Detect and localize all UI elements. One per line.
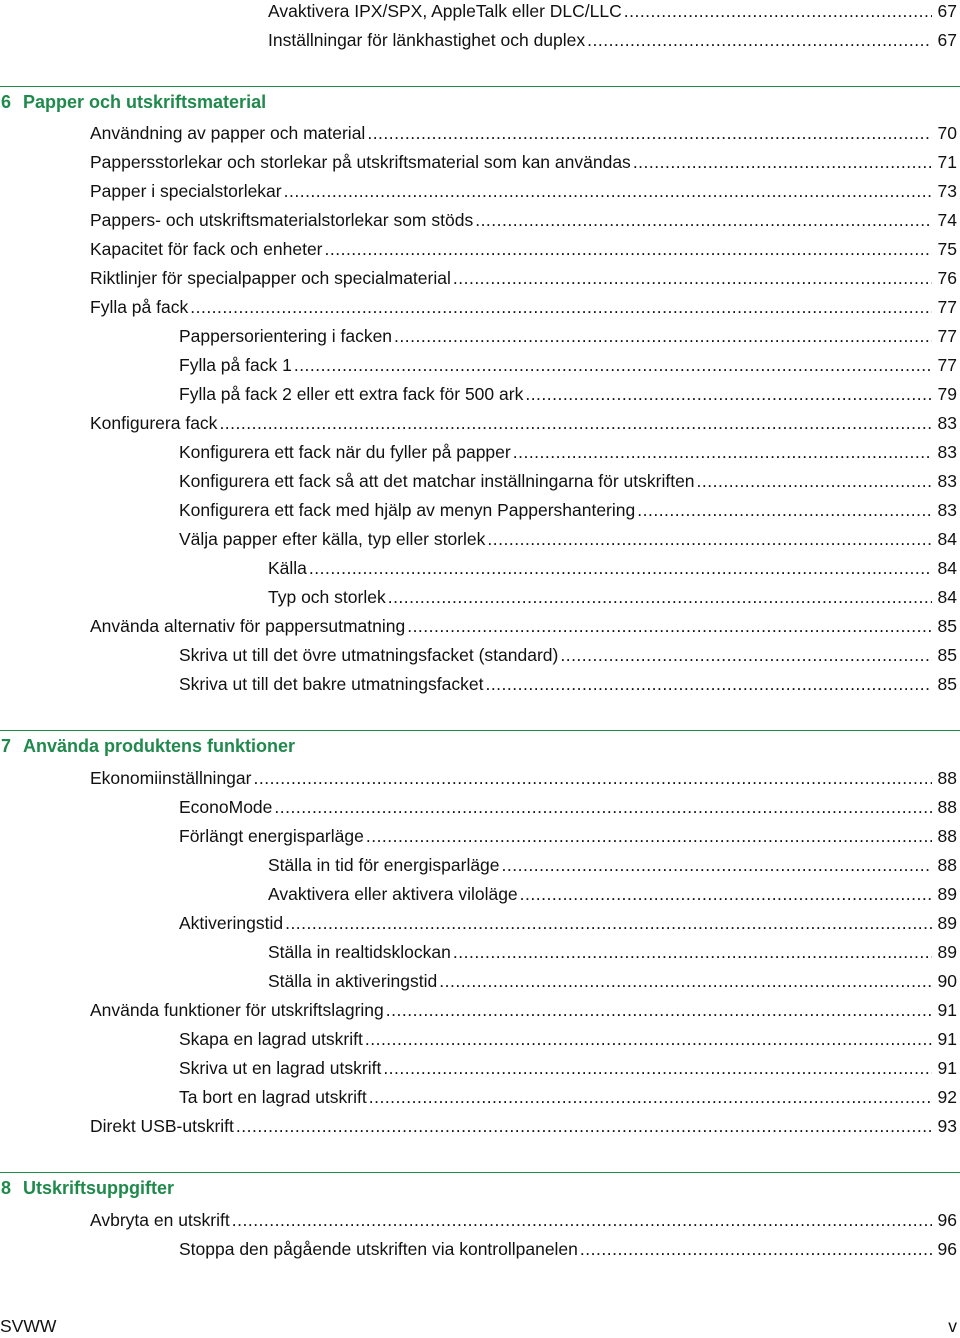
toc-entry-title: Skapa en lagrad utskrift (179, 1029, 363, 1049)
toc-entry[interactable] (90, 766, 957, 790)
toc-entry-page: 83 (932, 440, 957, 464)
toc-entry-title: Fylla på fack 1 (179, 355, 292, 375)
toc-entry-page: 88 (932, 795, 957, 819)
toc-entry[interactable] (179, 440, 957, 464)
dot-leader (407, 614, 931, 638)
toc-entry-page: 91 (932, 1027, 957, 1051)
dot-leader (513, 440, 932, 464)
toc-entry-title: Pappersorientering i facken (179, 326, 393, 346)
toc-entry[interactable] (90, 411, 957, 435)
toc-entry-page: 83 (932, 469, 957, 493)
chapter-title: Utskriftsuppgifter (23, 1178, 175, 1198)
dot-leader (525, 382, 931, 406)
toc-entry-title: EconoMode (179, 797, 273, 817)
toc-entry-page: 70 (932, 121, 957, 145)
toc-entry-page: 74 (932, 208, 957, 232)
dot-leader (394, 324, 931, 348)
dot-leader (487, 527, 931, 551)
toc-entry-title: Användning av papper och material (90, 123, 366, 143)
toc-entry-page: 77 (932, 353, 957, 377)
toc-entry-title: Avbryta en utskrift (90, 1210, 230, 1230)
toc-entry-page: 96 (932, 1208, 957, 1232)
page-footer (0, 1314, 960, 1338)
toc-entry[interactable] (90, 1114, 957, 1138)
toc-entry-page: 91 (932, 1056, 957, 1080)
toc-entry[interactable] (90, 295, 957, 319)
dot-leader (560, 643, 931, 667)
toc-entry-page: 76 (932, 266, 957, 290)
dot-leader (274, 795, 931, 819)
toc-entry[interactable] (268, 940, 957, 964)
dot-leader (285, 911, 931, 935)
toc-entry[interactable] (90, 1208, 957, 1232)
toc-entry-page: 88 (932, 853, 957, 877)
toc-entry-page: 71 (932, 150, 957, 174)
toc-entry[interactable] (90, 208, 957, 232)
chapter-title: Papper och utskriftsmaterial (23, 92, 267, 112)
toc-entry-title: Ställa in aktiveringstid (268, 971, 438, 991)
dot-leader (580, 1237, 932, 1261)
dot-leader (232, 1208, 932, 1232)
toc-entry[interactable] (179, 469, 957, 493)
toc-entry-title: Typ och storlek (268, 587, 386, 607)
toc-entry-title: Stoppa den pågående utskriften via kontrollpanelen (179, 1239, 578, 1259)
dot-leader (502, 853, 932, 877)
toc-entry[interactable] (90, 998, 957, 1022)
toc-entry-title: Pappersstorlekar och storlekar på utskriftsmaterial som kan användas (90, 152, 631, 172)
toc-entry-title: Använda alternativ för pappersutmatning (90, 616, 406, 636)
dot-leader (325, 237, 932, 261)
toc-entry-page: 77 (932, 324, 957, 348)
toc-entry-page: 91 (932, 998, 957, 1022)
dot-leader (475, 208, 931, 232)
toc-entry-page: 83 (932, 498, 957, 522)
toc-entry[interactable] (179, 1085, 957, 1109)
toc-entry-title: Kapacitet för fack och enheter (90, 239, 323, 259)
toc-entry[interactable] (268, 853, 957, 877)
chapter-number: 8 (1, 1178, 12, 1198)
toc-entry-title: Ställa in tid för energisparläge (268, 855, 500, 875)
toc-entry-page: 84 (932, 556, 957, 580)
toc-entry-page: 79 (932, 382, 957, 406)
dot-leader (253, 766, 931, 790)
dot-leader (366, 824, 932, 848)
toc-entry[interactable] (179, 1237, 957, 1261)
dot-leader (485, 672, 931, 696)
toc-entry[interactable] (268, 0, 957, 23)
toc-entry[interactable] (179, 643, 957, 667)
chapter-divider (0, 86, 960, 87)
toc-entry-page: 84 (932, 527, 957, 551)
toc-entry-title: Skriva ut till det bakre utmatningsfacket (179, 674, 484, 694)
toc-entry[interactable] (90, 266, 957, 290)
toc-entry-title: Konfigurera fack (90, 413, 218, 433)
toc-entry-title: Riktlinjer för specialpapper och specialmaterial (90, 268, 451, 288)
toc-entry[interactable] (90, 121, 957, 145)
dot-leader (697, 469, 932, 493)
toc-entry[interactable] (179, 1056, 957, 1080)
toc-entry-title: Konfigurera ett fack med hjälp av menyn Pappershantering (179, 500, 636, 520)
dot-leader (453, 266, 932, 290)
toc-entry[interactable] (90, 614, 957, 638)
footer-document-code: SVWW (0, 1316, 57, 1336)
toc-entry-page: 89 (932, 940, 957, 964)
toc-entry-title: Skriva ut till det övre utmatningsfacket (standard) (179, 645, 559, 665)
toc-entry-page: 67 (932, 0, 957, 23)
toc-entry-page: 83 (932, 411, 957, 435)
toc-entry-page: 85 (932, 614, 957, 638)
toc-entry[interactable] (179, 795, 957, 819)
toc-entry-title: Skriva ut en lagrad utskrift (179, 1058, 382, 1078)
dot-leader (637, 498, 931, 522)
toc-entry[interactable] (179, 498, 957, 522)
dot-leader (587, 28, 931, 52)
dot-leader (284, 179, 932, 203)
dot-leader (439, 969, 931, 993)
toc-entry-page: 89 (932, 882, 957, 906)
footer-page-number: v (948, 1316, 957, 1336)
toc-entry-page: 67 (932, 28, 957, 52)
dot-leader (388, 585, 932, 609)
toc-entry-title: Använda funktioner för utskriftslagring (90, 1000, 384, 1020)
toc-entry-page: 85 (932, 672, 957, 696)
toc-entry-title: Ekonomiinställningar (90, 768, 252, 788)
dot-leader (383, 1056, 931, 1080)
toc-entry-page: 77 (932, 295, 957, 319)
toc-entry-page: 75 (932, 237, 957, 261)
toc-entry[interactable] (90, 179, 957, 203)
toc-entry-page: 88 (932, 824, 957, 848)
toc-entry-title: Välja papper efter källa, typ eller storlek (179, 529, 486, 549)
toc-entry-page: 88 (932, 766, 957, 790)
toc-entry[interactable] (179, 672, 957, 696)
toc-entry-page: 93 (932, 1114, 957, 1138)
toc-entry-title: Avaktivera eller aktivera viloläge (268, 884, 518, 904)
dot-leader (453, 940, 932, 964)
toc-entry[interactable] (268, 28, 957, 52)
toc-entry-page: 96 (932, 1237, 957, 1261)
dot-leader (367, 121, 931, 145)
toc-entry[interactable] (179, 382, 957, 406)
chapter-number: 7 (1, 736, 12, 756)
dot-leader (633, 150, 932, 174)
dot-leader (520, 882, 932, 906)
toc-entry-title: Avaktivera IPX/SPX, AppleTalk eller DLC/LLC (268, 1, 622, 21)
toc-entry[interactable] (179, 353, 957, 377)
toc-entry-page: 89 (932, 911, 957, 935)
toc-entry-title: Ställa in realtidsklockan (268, 942, 451, 962)
toc-entry[interactable] (90, 150, 957, 174)
toc-entry-title: Pappers- och utskriftsmaterialstorlekar som stöds (90, 210, 474, 230)
chapter-title: Använda produktens funktioner (23, 736, 296, 756)
toc-entry-title: Förlängt energisparläge (179, 826, 364, 846)
toc-entry-page: 84 (932, 585, 957, 609)
chapter-number: 6 (1, 92, 12, 112)
chapter-heading[interactable] (1, 1175, 174, 1201)
toc-entry[interactable] (179, 824, 957, 848)
dot-leader (309, 556, 932, 580)
toc-entry[interactable] (90, 237, 957, 261)
toc-entry[interactable] (179, 324, 957, 348)
chapter-heading[interactable] (1, 89, 266, 115)
chapter-divider (0, 730, 960, 731)
toc-entry[interactable] (268, 556, 957, 580)
dot-leader (365, 1027, 932, 1051)
toc-entry-title: Fylla på fack (90, 297, 189, 317)
toc-entry-page: 85 (932, 643, 957, 667)
toc-entry[interactable] (268, 882, 957, 906)
dot-leader (369, 1085, 932, 1109)
dot-leader (219, 411, 931, 435)
toc-entry-page: 90 (932, 969, 957, 993)
chapter-heading[interactable] (1, 733, 295, 759)
dot-leader (190, 295, 931, 319)
toc-entry[interactable] (179, 1027, 957, 1051)
toc-entry-title: Papper i specialstorlekar (90, 181, 282, 201)
toc-entry-title: Direkt USB-utskrift (90, 1116, 234, 1136)
toc-entry-page: 73 (932, 179, 957, 203)
toc-entry[interactable] (179, 527, 957, 551)
dot-leader (236, 1114, 932, 1138)
dot-leader (294, 353, 932, 377)
toc-entry[interactable] (268, 585, 957, 609)
chapter-divider (0, 1172, 960, 1173)
toc-entry-title: Inställningar för länkhastighet och duplex (268, 30, 586, 50)
dot-leader (386, 998, 932, 1022)
toc-entry-title: Konfigurera ett fack så att det matchar inställningarna för utskriften (179, 471, 695, 491)
toc-entry-title: Källa (268, 558, 307, 578)
toc-entry-title: Aktiveringstid (179, 913, 284, 933)
toc-entry[interactable] (268, 969, 957, 993)
toc-entry-title: Fylla på fack 2 eller ett extra fack för 500 ark (179, 384, 524, 404)
toc-entry-title: Ta bort en lagrad utskrift (179, 1087, 367, 1107)
toc-entry-title: Konfigurera ett fack när du fyller på papper (179, 442, 511, 462)
toc-entry-page: 92 (932, 1085, 957, 1109)
dot-leader (624, 0, 932, 23)
toc-entry[interactable] (179, 911, 957, 935)
